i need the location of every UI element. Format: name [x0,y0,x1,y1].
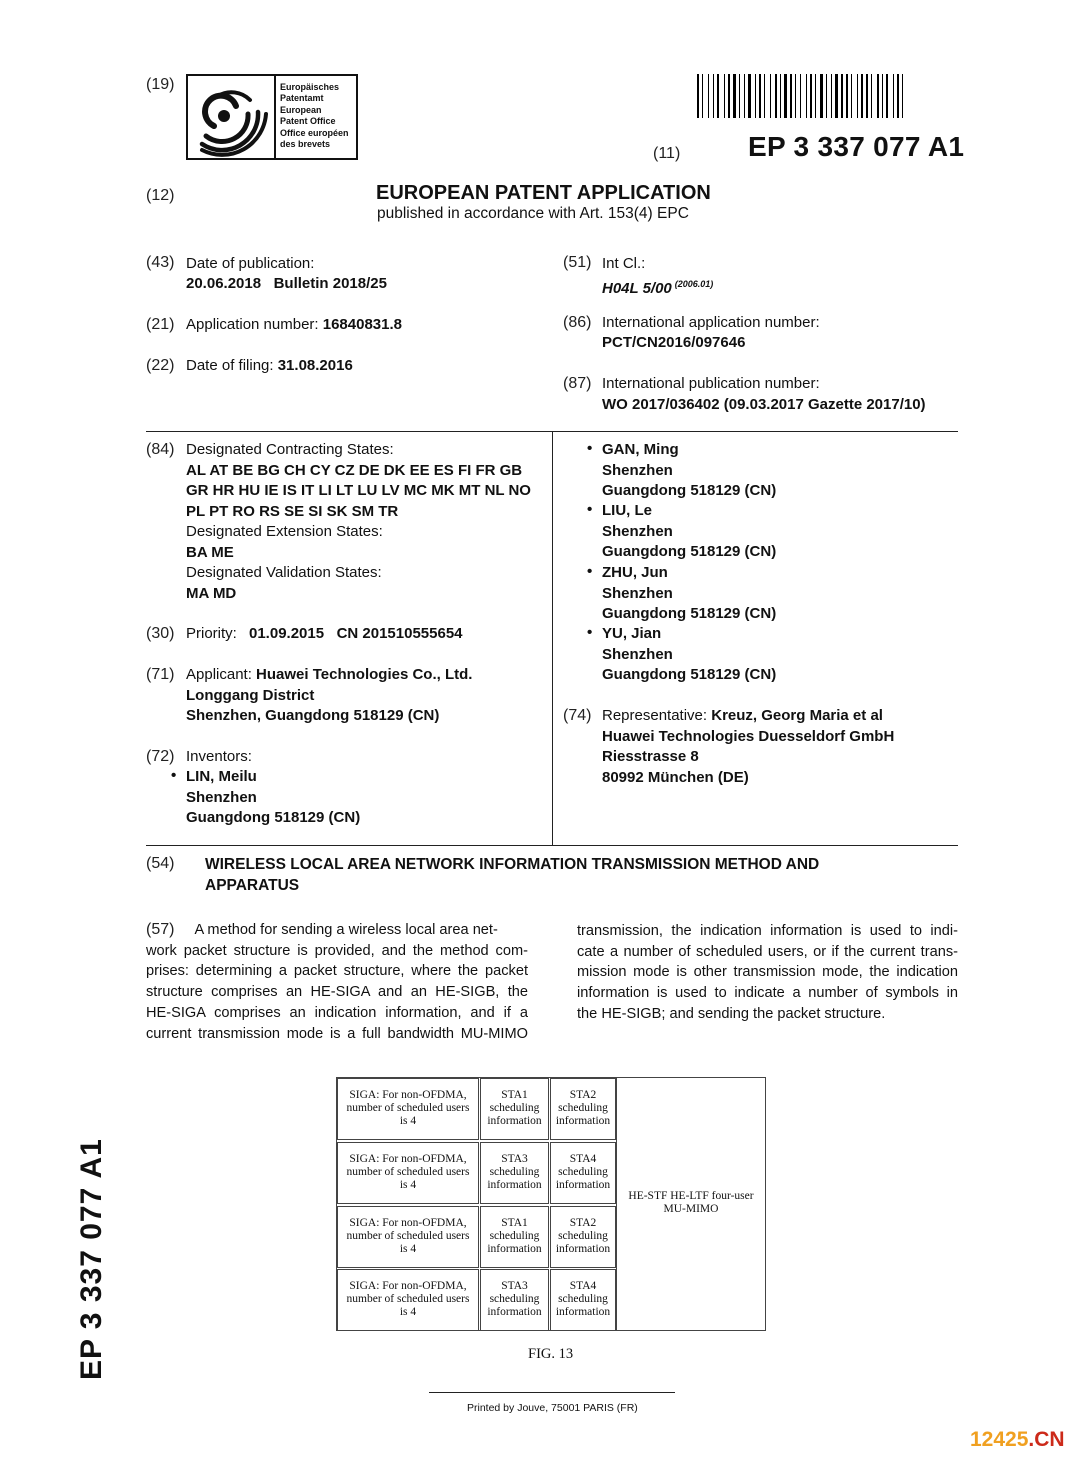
inventor-region: Guangdong 518129 (CN) [186,809,361,826]
application-number-value: 16840831.8 [322,316,402,333]
office-line: European [280,105,322,116]
inventor-name: ZHU, Jun [602,564,668,581]
siga-cell: SIGA: For non-OFDMA, number of scheduled users is 4 [337,1078,479,1140]
barcode-bar [882,74,883,118]
barcode-bar [800,74,801,118]
publication-date-label: Date of publication: [186,255,315,272]
representative-name: Kreuz, Georg Maria et al [711,707,883,724]
sta-scheduling-cell: STA2 scheduling information [550,1206,616,1268]
barcode-bar [748,74,751,118]
barcode-bar [833,74,834,118]
abstract-line: A method for sending a wireless local area net- [194,922,498,938]
barcode-bar [900,74,901,118]
barcode-bar [741,74,743,118]
barcode-bar [788,74,789,118]
he-stf-he-ltf-cell: HE-STF HE-LTF four-user MU-MIMO [616,1078,765,1330]
code-30: (30) [146,625,175,642]
inventor [602,563,776,625]
extension-states: BA ME [186,543,234,561]
barcode-bar [824,74,825,118]
epo-emblem-icon [188,76,276,158]
abstract-line: prises: determining a packet structure, where the packet [146,963,528,980]
representative-line: Huawei Technologies Duesseldorf GmbH [602,727,895,745]
barcode-bar [815,74,816,118]
title-line: WIRELESS LOCAL AREA NETWORK INFORMATION TRANSMISSION METHOD AND [205,856,820,873]
barcode-bar [793,74,794,118]
code-19: (19) [146,76,175,93]
inventor-name: GAN, Ming [602,441,679,458]
abstract-line: cate a number of scheduled users, or if the current trans- [577,943,958,960]
footer-divider [429,1392,675,1393]
barcode-bar [897,74,899,118]
barcode-bar [704,74,707,118]
barcode-bar [775,74,777,118]
intl-application-value: PCT/CN2016/097646 [602,334,746,351]
barcode-bar [817,74,819,118]
code-87: (87) [563,375,592,392]
abstract-line: HE-SIGA comprises an indication information, and if a [146,1004,528,1021]
code-86: (86) [563,314,592,331]
barcode-bar [710,74,712,118]
abstract-line: information is used to indicate a number of symbols in [577,985,958,1002]
office-line: Office européen [280,128,349,139]
barcode-bar [853,74,856,118]
barcode-bar [782,74,783,118]
barcode-bar [802,74,805,118]
barcode-icon [697,74,957,118]
application-number: Application number: 16840831.8 [186,316,402,333]
barcode-bar [795,74,796,118]
inventor [186,767,360,829]
barcode-bar [708,74,709,118]
barcode-bar [797,74,799,118]
abstract-line: mission mode is other transmission mode, the indication [577,964,958,981]
epo-logo [186,74,358,160]
document-subtitle: published in accordance with Art. 153(4) EPC [377,205,689,222]
validation-states-label: Designated Validation States: [186,564,382,581]
barcode-bar [810,74,812,118]
applicant-address-line: Shenzhen, Guangdong 518129 (CN) [186,707,440,724]
barcode-bar [871,74,872,118]
printer-note: Printed by Jouve, 75001 PARIS (FR) [467,1402,638,1414]
barcode-bar [857,74,858,118]
publication-number: EP 3 337 077 A1 [748,131,965,162]
inventor-city: Shenzhen [186,788,257,806]
bullet-icon: • [587,501,593,518]
barcode-bar [826,74,827,118]
designated-states-line: GR HR HU IE IS IT LI LT LU LV MC MK MT NL NO [186,482,531,499]
filing-date-value: 31.08.2016 [277,357,353,374]
barcode-bar [720,74,723,118]
inventor-region: Guangdong 518129 (CN) [602,666,777,683]
invention-title [205,854,819,896]
abstract-line: transmission, the indication information is used to indi- [577,923,958,939]
barcode-bar [728,74,730,118]
barcode-bar [846,74,848,118]
barcode-bar [851,74,852,118]
barcode-bar [766,74,769,118]
code-84: (84) [146,441,175,458]
code-54: (54) [146,855,175,872]
barcode-bar [778,74,779,118]
barcode-bar [737,74,738,118]
barcode-bar [902,74,903,118]
barcode-bar [873,74,876,118]
abstract-line: structure comprises an HE-SIGA and an HE-SIGB, the [146,984,528,1001]
designated-states-line: AL AT BE BG CH CY CZ DE DK EE ES FI FR GB [186,461,523,479]
barcode-bar [849,74,850,118]
validation-states: MA MD [186,584,237,602]
sta-scheduling-cell: STA1 scheduling information [480,1078,549,1140]
siga-cell: SIGA: For non-OFDMA, number of scheduled users is 4 [337,1142,479,1204]
inventor-region: Guangdong 518129 (CN) [602,605,777,622]
inventor-name: YU, Jian [602,625,662,642]
barcode-bar [869,74,870,118]
barcode-bar [733,74,736,118]
publication-date-value: 20.06.2018 Bulletin 2018/25 [186,275,387,292]
abstract-column-1 [146,920,528,1044]
siga-cell: SIGA: For non-OFDMA, number of scheduled users is 4 [337,1269,479,1331]
barcode-bar [724,74,725,118]
inventors-label: Inventors: [186,748,252,765]
figure-13 [336,1077,766,1331]
intl-application-label: International application number: [602,314,820,331]
barcode-bar [780,74,781,118]
barcode-bar [844,74,845,118]
sta-scheduling-cell: STA2 scheduling information [550,1078,616,1140]
title-line: APPARATUS [205,877,300,894]
barcode-bar [772,74,774,118]
barcode-bar [713,74,714,118]
barcode-bar [880,74,881,118]
code-51: (51) [563,254,592,271]
abstract-line: the HE-SIGB; and sending the packet structure. [577,1005,886,1022]
barcode-bar [700,74,701,118]
barcode-bar [904,74,906,118]
abstract-line: current transmission mode is a full bandwidth MU-MIMO [146,1025,528,1042]
code-22: (22) [146,357,175,374]
int-cl-value: H04L 5/00 $^{(2006.01)}$ [602,279,714,297]
epo-office-names [280,82,349,150]
inventor-city: Shenzhen [602,522,673,540]
barcode-bar [717,74,719,118]
intl-publication-label: International publication number: [602,375,820,392]
barcode-bar [759,74,761,118]
barcode-bar [752,74,754,118]
representative-line: 80992 München (DE) [602,768,749,786]
code-43: (43) [146,254,175,271]
office-line: Patentamt [280,92,324,103]
barcode-bar [784,74,787,118]
designated-states [186,440,531,604]
barcode-bar [715,74,716,118]
barcode-bar [893,74,894,118]
barcode-bar [757,74,758,118]
barcode-bar [889,74,892,118]
barcode-bar [746,74,747,118]
code-71: (71) [146,666,175,683]
abstract-line: work packet structure is provided, and the method com- [146,942,528,959]
office-line: Patent Office [280,115,336,126]
barcode-bar [764,74,765,118]
barcode-bar [744,74,745,118]
bullet-icon: • [171,767,177,784]
barcode-bar [806,74,807,118]
barcode-bar [835,74,838,118]
intl-publication-value: WO 2017/036402 (09.03.2017 Gazette 2017/10) [602,396,926,413]
barcode-bar [877,74,879,118]
bullet-icon: • [587,624,593,641]
sta-scheduling-cell: STA3 scheduling information [480,1142,549,1204]
sta-scheduling-cell: STA1 scheduling information [480,1206,549,1268]
applicant: Applicant: Huawei Technologies Co., Ltd. Longgang District Shenzhen, Guangdong 518129 (CN) [186,665,472,727]
document-type: EUROPEAN PATENT APPLICATION [376,182,711,204]
barcode-bar [886,74,888,118]
priority-label: Priority: [186,625,237,642]
office-line: Europäisches [280,82,340,92]
barcode-bar [697,74,699,118]
barcode-bar [859,74,860,118]
inventor-city: Shenzhen [602,584,673,602]
designated-states-line: PL PT RO RS SE SI SK SM TR [186,502,399,520]
column-divider [552,431,553,845]
applicant-address-line: Longgang District [186,686,315,704]
side-publication-number: EP 3 337 077 A1 [75,1138,108,1380]
sta-scheduling-cell: STA4 scheduling information [550,1269,616,1331]
figure-caption: FIG. 13 [528,1346,574,1362]
barcode-bar [808,74,809,118]
representative-line: Riesstrasse 8 [602,748,699,765]
code-11: (11) [653,145,681,162]
code-57: (57) [146,921,175,938]
barcode-bar [820,74,823,118]
sta-scheduling-cell: STA4 scheduling information [550,1142,616,1204]
code-12: (12) [146,187,175,204]
sta-scheduling-cell: STA3 scheduling information [480,1269,549,1331]
inventor [602,501,776,563]
filing-date: Date of filing: 31.08.2016 [186,357,353,374]
int-cl-label: Int Cl.: [602,255,646,272]
code-74: (74) [563,707,592,724]
barcode-bar [831,74,832,118]
barcode-bar [770,74,771,118]
inventor [602,440,776,502]
barcode-bar [755,74,756,118]
bullet-icon: • [587,563,593,580]
code-72: (72) [146,748,175,765]
divider [146,845,958,846]
designated-states-label: Designated Contracting States: [186,441,394,458]
inventor-city: Shenzhen [602,645,673,663]
barcode-bar [841,74,843,118]
barcode-bar [866,74,868,118]
priority-value: 01.09.2015 CN 201510555654 [249,625,463,642]
abstract-column-2 [577,921,958,1025]
representative: Representative: Kreuz, Georg Maria et al Huawei Technologies Duesseldorf GmbH Riesstrasse 8 80992 München (DE) [602,706,894,788]
office-line: des brevets [280,138,331,149]
barcode-bar [839,74,840,118]
barcode-bar [790,74,792,118]
inventor-name: LIN, Meilu [186,768,257,785]
watermark: 12425.CN [970,1428,1065,1451]
applicant-name: Huawei Technologies Co., Ltd. [256,666,473,683]
barcode-bar [726,74,727,118]
siga-cell: SIGA: For non-OFDMA, number of scheduled users is 4 [337,1206,479,1268]
inventor-city: Shenzhen [602,461,673,479]
barcode-bar [895,74,896,118]
extension-states-label: Designated Extension States: [186,523,383,540]
barcode-bar [864,74,865,118]
barcode-bar [861,74,863,118]
barcode-bar [813,74,814,118]
barcode-bar [884,74,885,118]
bullet-icon: • [587,440,593,457]
barcode-bar [739,74,740,118]
barcode-bar [731,74,732,118]
barcode-bar [828,74,830,118]
int-cl-version: (2006.01) [674,279,714,289]
inventor-region: Guangdong 518129 (CN) [602,543,777,560]
code-21: (21) [146,316,175,333]
inventor-region: Guangdong 518129 (CN) [602,482,777,499]
inventor [602,624,776,686]
inventor-name: LIU, Le [602,502,653,519]
barcode-bar [762,74,763,118]
barcode-bar [702,74,703,118]
